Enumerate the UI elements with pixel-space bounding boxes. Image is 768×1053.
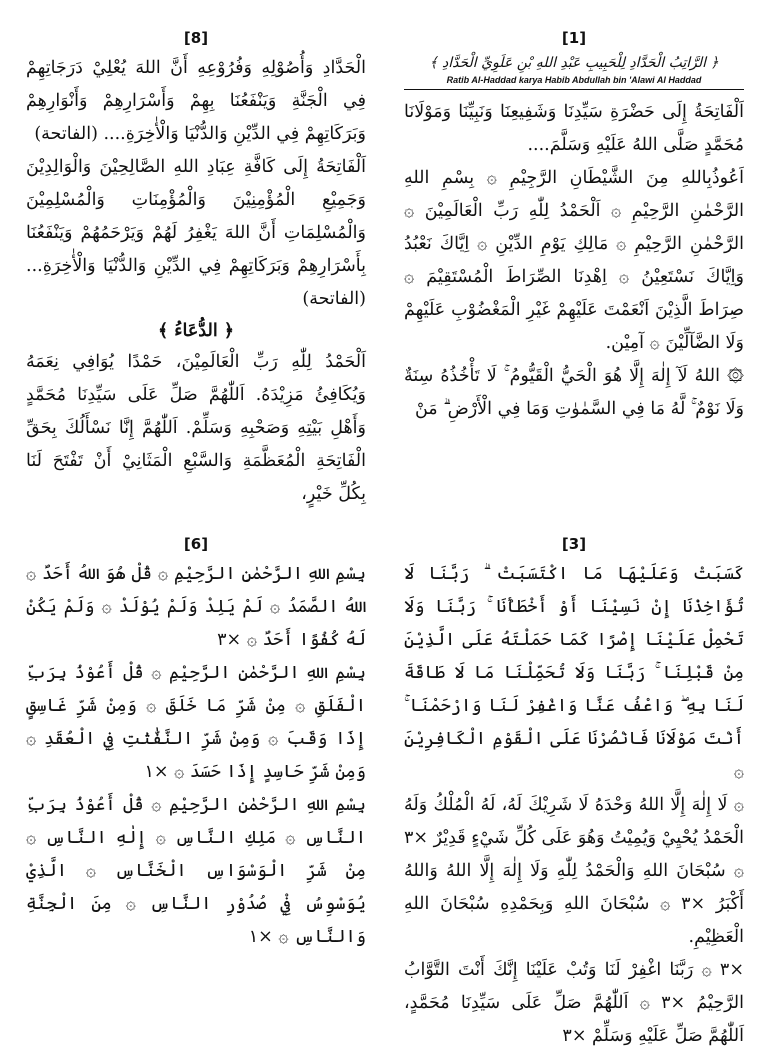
page-number: [3] (561, 535, 587, 553)
page-6-text: بِسْمِ اللهِ الرَّحْمٰنِ الرَّحِيْمِ ۞ قُلْ هُوَ اللهُ أَحَدٌ ۞ اللهُ الصَّمَدُ ۞ لَمْ يَلِدْ وَلَمْ يُوْلَدْ ۞ وَلَمْ يَكُنْ لَهُ كُفُوًا أَحَدٌ ۞ ×٣ بِسْمِ اللهِ الرَّحْمٰنِ الرَّحِيْمِ ۞ قُلْ أَعُوْذُ بِرَبِّ الْفَلَقِ ۞ مِنْ شَرِّ مَا خَلَقَ ۞ وَمِنْ شَرِّ غَاسِقٍ إِذَا وَقَبَ ۞ وَمِنْ شَرِّ النَّفّٰثٰتِ فِي الْعُقَدِ ۞ وَمِنْ شَرِّ حَاسِدٍ إِذَا حَسَدَ ۞ ×١ بِسْمِ اللهِ الرَّحْمٰنِ الرَّحِيْمِ ۞ قُلْ أَعُوْذُ بِرَبِّ النَّاسِ ۞ مَلِكِ النَّاسِ ۞ إِلٰهِ النَّاسِ ۞ مِنْ شَرِّ الْوَسْوَاسِ الْخَنَّاسِ ۞ الَّذِيْ يُوَسْوِسُ فِيْ صُدُوْرِ النَّاسِ ۞ مِنَ الْجِنَّةِ وَالنَّاسِ ۞ ×١ (26, 564, 366, 947)
page-8-doa-text: اَلْحَمْدُ لِلّٰهِ رَبِّ الْعَالَمِيْنَ، حَمْدًا يُوَافِي نِعَمَهُ وَيُكَافِئُ مَزِيْدَهُ. اَللّٰهُمَّ صَلِّ عَلَى سَيِّدِنَا مُحَمَّدٍ وَأَهْلِ بَيْتِهِ وَصَحْبِهِ وَسَلِّمْ. اَللّٰهُمَّ إِنَّا نَسْأَلُكَ بِحَقِّ الْفَاتِحَةِ الْمُعَظَّمَةِ وَالسَّبْعِ الْمَثَانِيْ أَنْ تَفْتَحَ لَنَا بِكُلِّ خَيْرٍ، (26, 352, 366, 504)
page-8 (26, 28, 366, 511)
section-heading: ﴿ الدُّعَاءُ ﴾ (157, 321, 235, 341)
page-title-latin: Ratib Al-Haddad karya Habib Abdullah bin 'Alawi Al Haddad (404, 74, 744, 90)
page-1 (404, 28, 744, 426)
page-3 (404, 534, 744, 1053)
page-1-text: اَلْفَاتِحَةُ إِلَى حَضْرَةِ سَيِّدِنَا وَشَفِيعِنَا وَنَبِيِّنَا وَمَوْلَانَا مُحَمَّدٍ صَلَّى اللهُ عَلَيْهِ وَسَلَّمَ.... اَعُوذُبِاللهِ مِنَ الشَّيْطَانِ الرَّجِيْمِ ۞ بِسْمِ اللهِ الرَّحْمٰنِ الرَّحِيْمِ ۞ اَلْحَمْدُ لِلّٰهِ رَبِّ الْعَالَمِيْنَ ۞ الرَّحْمٰنِ الرَّحِيْمِ ۞ مَالِكِ يَوْمِ الدِّيْنِ ۞ اِيَّاكَ نَعْبُدُ وَاِيَّاكَ نَسْتَعِيْنُ ۞ اِهْدِنَا الصِّرَاطَ الْمُسْتَقِيْمَ ۞ صِرَاطَ الَّذِيْنَ اَنْعَمْتَ عَلَيْهِمْ غَيْرِ الْمَغْضُوْبِ عَلَيْهِمْ وَلَا الضَّآلِّيْنَ ۞ آمِيْن. ۞ اللهُ لَآ إِلٰهَ إِلَّا هُوَ الْحَيُّ الْقَيُّومُ ۚ لَا تَأْخُذُهُ سِنَةٌ وَلَا نَوْمٌ ۚ لَّهُ مَا فِي السَّمٰوٰتِ وَمَا فِي الْأَرْضِ ۗ مَنْ (404, 102, 744, 419)
page-6 (26, 534, 366, 954)
page-title-arabic: ﴿ الرَّاتِبُ الْحَدَّادِ لِلْحَبِيبِ عَبْدِ اللهِ بْنِ عَلَوِيِّ الْحَدَّادِ ﴾ (429, 55, 719, 71)
page-number: [1] (561, 29, 587, 47)
page-number: [6] (183, 535, 209, 553)
page-3-text: كَسَبَتْ وَعَلَيْهَا مَا اكْتَسَبَتْ ۗ رَبَّنَا لَا تُؤَاخِذْنَا إِنْ نَسِيْنَا أَوْ أَخْطَأْنَا ۚ رَبَّنَا وَلَا تَحْمِلْ عَلَيْنَا إِصْرًا كَمَا حَمَلْتَهُ عَلَى الَّذِيْنَ مِنْ قَبْلِنَا ۚ رَبَّنَا وَلَا تُحَمِّلْنَا مَا لَا طَاقَةَ لَنَا بِهِ ۖ وَاعْفُ عَنَّا وَاغْفِرْ لَنَا وَارْحَمْنَا ۚ أَنْتَ مَوْلَانَا فَانْصُرْنَا عَلَى الْقَوْمِ الْكَافِرِيْنَ ۞ ۞ لَا إِلٰهَ إِلَّا اللهُ وَحْدَهُ لَا شَرِيْكَ لَهُ، لَهُ الْمُلْكُ وَلَهُ الْحَمْدُ يُحْيِيْ وَيُمِيْتُ وَهُوَ عَلَى كُلِّ شَيْءٍ قَدِيْرٌ ×٣ ۞ سُبْحَانَ اللهِ وَالْحَمْدُ لِلّٰهِ وَلَا إِلٰهَ إِلَّا اللهُ وَاللهُ أَكْبَرُ ×٣ ۞ سُبْحَانَ اللهِ وَبِحَمْدِهِ سُبْحَانَ اللهِ الْعَظِيْمِ. ×٣ ۞ رَبَّنَا اغْفِرْ لَنَا وَتُبْ عَلَيْنَا إِنَّكَ أَنْتَ التَّوَّابُ الرَّحِيْمُ ×٣ ۞ اَللّٰهُمَّ صَلِّ عَلَى سَيِّدِنَا مُحَمَّدٍ، اَللّٰهُمَّ صَلِّ عَلَيْهِ وَسَلِّمْ ×٣ (404, 564, 745, 1046)
page-8-text: الْحَدَّادِ وَأُصُوْلِهِ وَفُرُوْعِهِ أَنَّ اللهَ يُعْلِيْ دَرَجَاتِهِمْ فِي الْجَنَّةِ وَيَنْفَعُنَا بِهِمْ وَأَسْرَارِهِمْ وَأَنْوَارِهِمْ وَبَرَكَاتِهِمْ فِي الدِّيْنِ وَالدُّنْيَا وَالْأٰخِرَةِ.... (الفاتحة) اَلْفَاتِحَةُ إِلَى كَافَّةِ عِبَادِ اللهِ الصَّالِحِيْنَ وَالْوَالِدِيْنَ وَجَمِيْعِ الْمُؤْمِنِيْنَ وَالْمُؤْمِنَاتِ وَالْمُسْلِمِيْنَ وَالْمُسْلِمَاتِ أَنَّ اللهَ يَغْفِرُ لَهُمْ وَيَرْحَمُهُمْ وَيَنْفَعُنَا بِأَسْرَارِهِمْ وَبَرَكَاتِهِمْ فِي الدِّيْنِ وَالدُّنْيَا وَالْأٰخِرَةِ... (الفاتحة) (26, 58, 366, 309)
page-number: [8] (183, 29, 209, 47)
